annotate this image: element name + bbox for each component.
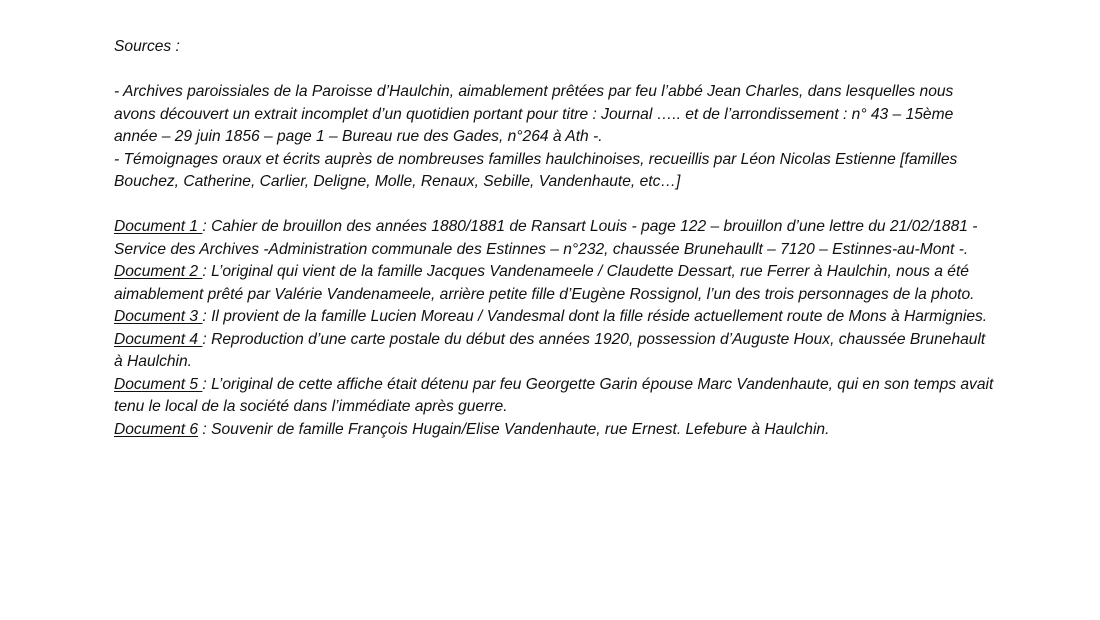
document-text: Souvenir de famille François Hugain/Elise Vandenhaute, rue Ernest. Lefebure à Haulchin. [211, 420, 830, 438]
document-text: Reproduction d’une carte postale du début des années 1920, possession d’Auguste Houx, chaussée Brunehault à Haulchin. [114, 330, 986, 370]
document-label: Document 2 [114, 263, 203, 280]
document-page [114, 36, 994, 441]
document-text: L’original de cette affiche était détenu par feu Georgette Garin épouse Marc Vandenhaute, qui en son temps avait tenu le local de la société dans l’immédiate après guerre. [114, 375, 994, 415]
document-text: L’original qui vient de la famille Jacques Vandenameele / Claudette Dessart, rue Ferrer à Haulchin, nous a été aimablement prêté par Valérie Vandenameele, arrière petite fille d’Eugène Rossignol, l’un des trois personnages de la photo. [114, 263, 975, 303]
document-separator: : [202, 330, 212, 348]
document-item-4 [114, 329, 994, 374]
document-label: Document 3 [114, 308, 203, 325]
document-separator: : [198, 420, 212, 438]
document-separator: : [202, 308, 212, 325]
document-separator: : [202, 218, 212, 235]
document-item-5 [114, 374, 994, 419]
document-separator: : [202, 263, 212, 280]
sources-heading: Sources : [114, 38, 180, 55]
document-label: Document 1 [114, 218, 203, 235]
documents-list [114, 216, 994, 441]
document-item-1 [114, 216, 994, 261]
document-text: Il provient de la famille Lucien Moreau / Vandesmal dont la fille réside actuellement route de Mons à Harmignies. [211, 308, 988, 325]
document-label: Document 4 [114, 330, 203, 348]
document-text: Cahier de brouillon des années 1880/1881 de Ransart Louis - page 122 – brouillon d’une lettre du 21/02/1881 - Service des Archives -Administration communale des Estinnes – n°232, chaussée Brunehaullt – 7120 – Estinnes-au-Mont -. [114, 218, 978, 258]
sources-list [114, 81, 994, 194]
document-separator: : [202, 375, 212, 393]
document-label: Document 6 [114, 420, 199, 438]
document-item-2 [114, 261, 994, 306]
source-item-2: - Témoignages oraux et écrits auprès de nombreuses familles haulchinoises, recueillis par Léon Nicolas Estienne [familles Bouchez, Catherine, Carlier, Deligne, Molle, Renaux, Sebille, Vandenhaute, etc…] [114, 150, 958, 190]
document-item-3 [114, 306, 994, 329]
document-label: Document 5 [114, 375, 203, 393]
source-item-1: - Archives paroissiales de la Paroisse d’Haulchin, aimablement prêtées par feu l’abbé Jean Charles, dans lesquelles nous avons découvert un extrait incomplet d’un quotidien portant pour titre : Journal ….. et de l’arrondissement : n° 43 – 15ème année – 29 juin 1856 – page 1 – Bureau rue des Gades, n°264 à Ath -. [114, 83, 954, 145]
document-item-6 [114, 419, 994, 442]
